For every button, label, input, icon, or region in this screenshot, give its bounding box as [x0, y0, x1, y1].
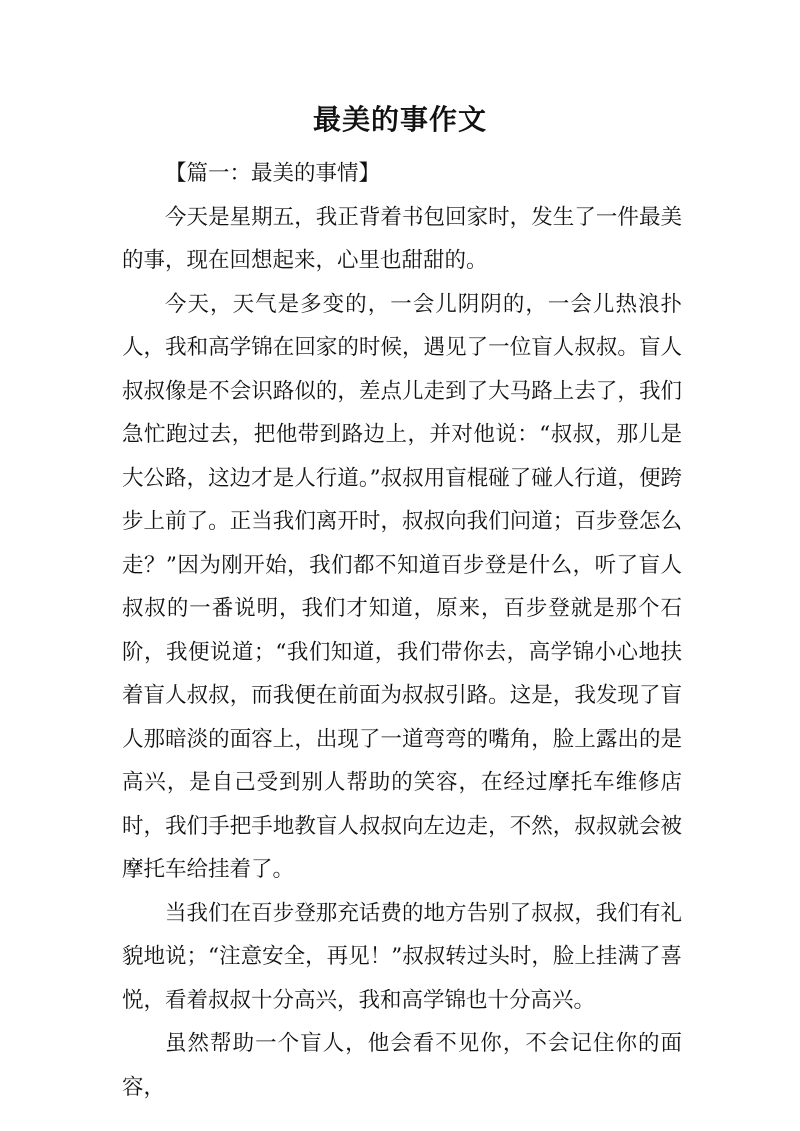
document-title: 最美的事作文 — [312, 103, 487, 136]
section-heading: 【篇一：最美的事情】 — [165, 161, 381, 186]
paragraph-3: 当我们在百步登那充话费的地方告别了叔叔，我们有礼貌地说；“注意安全，再见！”叔叔转过头时，脸上挂满了喜悦，看着叔叔十分高兴，我和高学锦也十分高兴。 — [122, 900, 682, 1013]
paragraph-4: 虽然帮助一个盲人，他会看不见你，不会记住你的面容， — [122, 1031, 682, 1100]
document-body — [122, 152, 682, 1109]
paragraph-1: 今天是星期五，我正背着书包回家时，发生了一件最美的事，现在回想起来，心里也甜甜的。 — [122, 204, 682, 273]
paragraph-2: 今天，天气是多变的，一会儿阴阴的，一会儿热浪扑人，我和高学锦在回家的时候，遇见了一位盲人叔叔。盲人叔叔像是不会识路似的，差点儿走到了大马路上去了，我们急忙跑过去，把他带到路边上，并对他说：“叔叔，那儿是大公路，这边才是人行道。”叔叔用盲棍碰了碰人行道，便跨步上前了。正当我们离开时，叔叔向我们问道；百步登怎么走？”因为刚开始，我们都不知道百步登是什么，听了盲人叔叔的一番说明，我们才知道，原来，百步登就是那个石阶，我便说道；“我们知道，我们带你去，高学锦小心地扶着盲人叔叔，而我便在前面为叔叔引路。这是，我发现了盲人那暗淡的面容上，出现了一道弯弯的嘴角，脸上露出的是高兴，是自己受到别人帮助的笑容，在经过摩托车维修店时，我们手把手地教盲人叔叔向左边走，不然，叔叔就会被摩托车给挂着了。 — [122, 291, 682, 882]
